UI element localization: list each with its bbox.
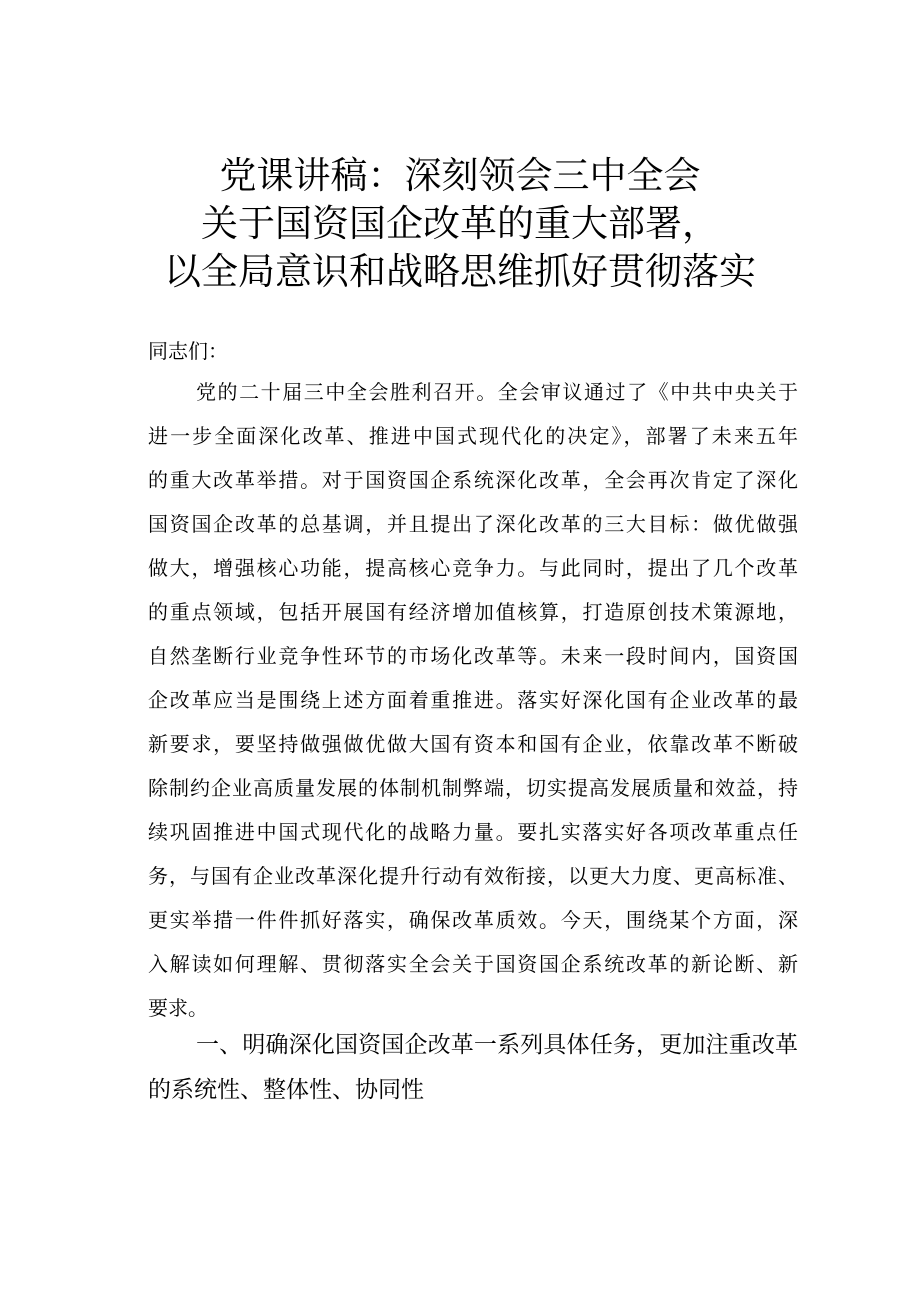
paragraph-line: 企改革应当是围绕上述方面着重推进。落实好深化国有企业改革的最 [148, 688, 798, 712]
paragraph-line: 进一步全面深化改革、推进中国式现代化的决定》，部署了未来五年 [148, 424, 798, 448]
title-line: 关于国资国企改革的重大部署， [201, 202, 719, 245]
paragraph-line: 国资国企改革的总基调，并且提出了深化改革的三大目标：做优做强 [148, 512, 798, 536]
section-heading-line: 一、明确深化国资国企改革一系列具体任务，更加注重改革 [196, 1032, 798, 1058]
document-title [0, 152, 920, 296]
title-line: 党课讲稿：深刻领会三中全会 [219, 154, 701, 197]
paragraph-line: 的重大改革举措。对于国资国企系统深化改革，全会再次肯定了深化 [148, 468, 798, 492]
paragraph-line: 的重点领域，包括开展国有经济增加值核算，打造原创技术策源地， [148, 600, 798, 624]
paragraph-line: 续巩固推进中国式现代化的战略力量。要扎实落实好各项改革重点任 [148, 820, 798, 844]
title-line: 以全局意识和战略思维抓好贯彻落实 [164, 250, 756, 293]
paragraph-line: 务，与国有企业改革深化提升行动有效衔接，以更大力度、更高标准、 [148, 864, 798, 888]
paragraph-line: 新要求，要坚持做强做优做大国有资本和国有企业，依靠改革不断破 [148, 732, 798, 756]
paragraph-line: 入解读如何理解、贯彻落实全会关于国资国企系统改革的新论断、新 [148, 952, 798, 976]
paragraph-line: 除制约企业高质量发展的体制机制弊端，切实提高发展质量和效益，持 [148, 776, 798, 800]
paragraph-line: 要求。 [148, 996, 208, 1020]
paragraph-line: 党的二十届三中全会胜利召开。全会审议通过了《中共中央关于 [196, 380, 798, 404]
paragraph-line: 更实举措一件件抓好落实，确保改革质效。今天，围绕某个方面，深 [148, 908, 798, 932]
section-heading-line: 的系统性、整体性、协同性 [148, 1077, 424, 1103]
paragraph-line: 做大，增强核心功能，提高核心竞争力。与此同时，提出了几个改革 [148, 556, 798, 580]
greeting: 同志们： [148, 339, 228, 363]
paragraph-line: 自然垄断行业竞争性环节的市场化改革等。未来一段时间内，国资国 [148, 644, 798, 668]
